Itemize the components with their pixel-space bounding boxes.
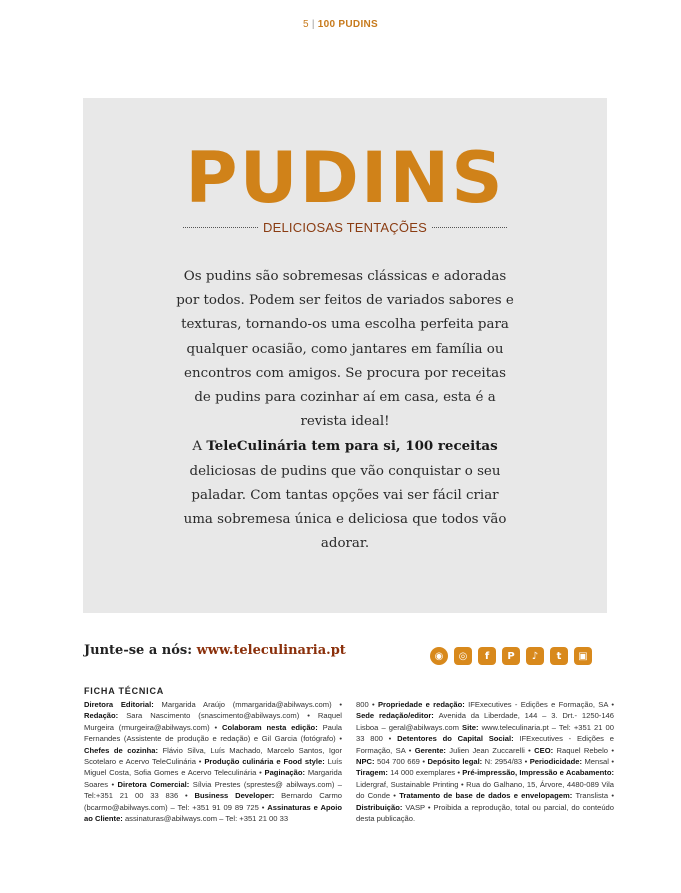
ficha-label: Pré-impressão, Impressão e Acabamento:: [462, 768, 614, 778]
ficha-value: Raquel Rebelo •: [556, 745, 614, 755]
join-label: Junte-se a nós:: [84, 643, 197, 658]
shop-icon[interactable]: ▣: [574, 647, 592, 665]
subtitle: DELICIOSAS TENTAÇÕES: [263, 219, 427, 235]
ficha-column-1: [84, 699, 342, 824]
globe-icon[interactable]: ◉: [430, 647, 448, 665]
ficha-label: Produção culinária e Food style:: [204, 757, 328, 767]
paragraph-highlight: TeleCulinária tem para si, 100 receitas: [206, 438, 498, 455]
tiktok-icon[interactable]: ♪: [526, 647, 544, 665]
website-link[interactable]: www.teleculinaria.pt: [196, 643, 346, 658]
pinterest-icon[interactable]: P: [502, 647, 520, 665]
ficha-label: Business Developer:: [194, 791, 282, 801]
ficha-value: 14 000 exemplares •: [390, 768, 463, 778]
facebook-icon[interactable]: f: [478, 647, 496, 665]
ficha-value: N: 2954/83 •: [484, 757, 530, 767]
ficha-value: Sara Nascimento (snascimento@abilways.com) • Raquel Murgeira (rmurgeira@abilways.com) •: [84, 711, 342, 732]
ficha-label: NPC:: [356, 757, 378, 767]
ficha-value: Lidergraf, Sustainable Printing • Rua do Galhano, 15, Árvore, 4480-089 Vila do Conde •: [356, 779, 614, 801]
publication-name: 100 PUDINS: [317, 19, 379, 30]
ficha-label: Assinaturas e Apoio ao Cliente:: [84, 802, 342, 824]
page-number: 5: [302, 19, 309, 30]
ficha-value: VASP • Proibida a reprodução, total ou parcial, do conteúdo desta publicação.: [356, 802, 614, 824]
ficha-value: Bernardo Carmo (bcarmo@abilways.com) – Tel: +351 91 09 89 725 •: [84, 791, 342, 812]
ficha-value: 504 700 669 •: [377, 757, 428, 767]
ficha-value: 800 •: [356, 700, 378, 709]
intro-paragraph-1: Os pudins são sobremesas clássicas e adoradas por todos. Podem ser feitos de variados sabores e texturas, tornando-os uma escolha perfeita para qualquer ocasião, como jantares em família ou encontros com amigos. Se procura por receitas de pudins para cozinhar aí em casa, esta é a revista ideal!: [176, 269, 514, 430]
ficha-label: Sede redação/editor:: [356, 711, 439, 721]
ficha-column-2: [356, 699, 614, 824]
ficha-value: Margarida Araújo (mmargarida@abilways.com) •: [161, 700, 343, 709]
ficha-label: Detentores do Capital Social:: [397, 734, 520, 744]
ficha-value: www.teleculinaria.pt – Tel: +351 21 00 33 800 •: [356, 722, 614, 744]
subtitle-row: [183, 217, 507, 237]
ficha-label: Periodicidade:: [529, 757, 585, 767]
instagram-icon[interactable]: ◎: [454, 647, 472, 665]
social-icons: [430, 647, 592, 665]
ficha-label: Tratamento de base de dados e envelopagem:: [399, 791, 576, 801]
ficha-label: Paginação:: [264, 768, 308, 778]
ficha-value: IFExecutives - Edições e Formação, SA •: [468, 700, 614, 709]
ficha-label: CEO:: [534, 745, 557, 755]
ficha-value: Flávio Silva, Luís Machado, Marcelo Santos, Igor Scotelaro e Acervo TeleCulinária •: [84, 745, 342, 767]
intro-panel: [83, 98, 607, 613]
ficha-label: Colaboram nesta edição:: [221, 722, 323, 732]
ficha-label: Site:: [462, 722, 482, 732]
ficha-value: Luís Miguel Costa, Sofia Gomes e Acervo Teleculinária •: [84, 757, 342, 778]
page-title: PUDINS: [185, 137, 505, 219]
ficha-value: Mensal •: [584, 757, 615, 767]
ficha-value: IFExecutives - Edições e Formação, SA •: [356, 734, 614, 755]
ficha-label: Propriedade e redação:: [377, 700, 469, 709]
ficha-tecnica: [84, 699, 614, 824]
ficha-value: Translista •: [575, 791, 614, 801]
ficha-label: Redação:: [84, 711, 127, 721]
ficha-tecnica-title: FICHA TÉCNICA: [84, 686, 165, 696]
ficha-label: Gerente:: [414, 745, 450, 755]
paragraph-rest: deliciosas de pudins que vão conquistar o seu paladar. Com tantas opções vai ser fácil criar uma sobremesa única e deliciosa que todos vão adorar.: [183, 463, 507, 552]
ficha-label: Diretora Comercial:: [117, 779, 193, 789]
ficha-label: Diretora Editorial:: [84, 700, 162, 709]
running-header: 5 | 100 PUDINS: [302, 19, 379, 30]
twitter-icon[interactable]: t: [550, 647, 568, 665]
ficha-value: Margarida Soares •: [84, 768, 342, 789]
join-us: [84, 643, 346, 658]
ficha-label: Tiragem:: [356, 768, 391, 778]
ficha-label: Depósito legal:: [427, 757, 485, 767]
ficha-label: Distribuição:: [356, 802, 406, 812]
paragraph-lead: A: [192, 439, 207, 455]
ficha-value: Julien Jean Zuccarelli •: [449, 745, 535, 755]
ficha-value: Avenida da Liberdade, 144 – 3. Drt.- 1250-146 Lisboa – geral@abilways.com: [356, 711, 614, 732]
ficha-value: assinaturas@abilways.com – Tel: +351 21 00 33: [124, 814, 289, 824]
ficha-value: Sílvia Prestes (sprestes@ abilways.com) – Tel:+351 21 00 33 836 •: [84, 779, 342, 801]
ficha-label: Chefes de cozinha:: [84, 745, 163, 755]
intro-paragraph-2: [175, 434, 515, 556]
intro-text: [175, 265, 515, 556]
ficha-value: Paula Fernandes (Assistente de produção e redação) e Gil Garcia (fotógrafo) •: [84, 722, 342, 744]
dotted-divider-right: [432, 227, 507, 228]
dotted-divider-left: [183, 227, 258, 228]
